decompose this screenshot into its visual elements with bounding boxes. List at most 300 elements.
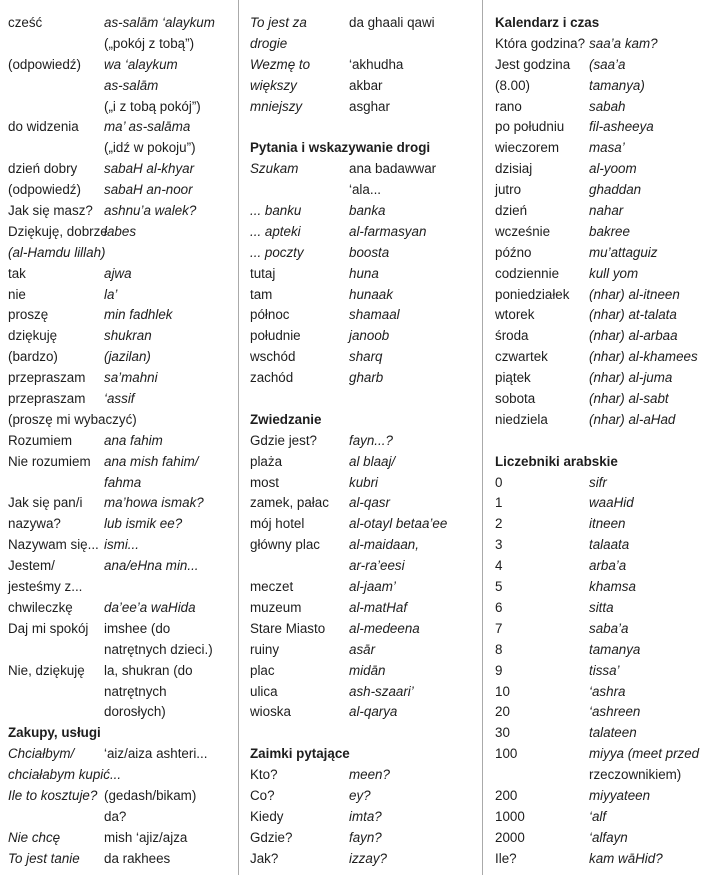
phrase-row xyxy=(495,661,705,682)
phrase-row xyxy=(495,389,705,410)
arabic-transliteration: (nhar) at-talata xyxy=(589,307,677,323)
arabic-transliteration: al-qarya xyxy=(349,704,398,720)
polish-phrase: jutro xyxy=(495,182,522,198)
phrase-list xyxy=(8,744,232,869)
phrase-row xyxy=(495,159,705,180)
phrase-row xyxy=(8,556,232,577)
arabic-transliteration: tamanya) xyxy=(589,77,645,93)
phrase-row xyxy=(250,535,478,556)
column-divider xyxy=(482,0,483,875)
phrase-row xyxy=(250,807,478,828)
phrase-row xyxy=(250,368,478,389)
arabic-transliteration: gharb xyxy=(349,370,384,386)
arabic-transliteration: ‘ashra xyxy=(589,683,626,699)
arabic-transliteration: fayn...? xyxy=(349,432,393,448)
phrase-row xyxy=(8,619,232,640)
arabic-transliteration: sa’mahni xyxy=(104,370,158,386)
arabic-transliteration: (saa’a xyxy=(589,56,626,72)
polish-phrase: 1000 xyxy=(495,808,525,824)
polish-phrase: (bardzo) xyxy=(8,349,58,365)
phrase-row xyxy=(8,702,232,723)
phrase-row xyxy=(250,786,478,807)
arabic-transliteration: (jazilan) xyxy=(104,349,151,365)
phrase-row xyxy=(495,828,705,849)
arabic-transliteration: miyya (meet przed xyxy=(589,746,700,762)
polish-phrase: 20 xyxy=(495,704,510,720)
arabic-transliteration: kull yom xyxy=(589,265,639,281)
phrase-row xyxy=(8,473,232,494)
polish-phrase: Chciałbym/ xyxy=(8,746,75,762)
polish-phrase: Która godzina? xyxy=(495,35,586,51)
polish-phrase: Jak? xyxy=(250,850,279,866)
arabic-transliteration: ar-ra’eesi xyxy=(349,558,405,574)
polish-phrase xyxy=(8,76,104,97)
phrase-row xyxy=(8,452,232,473)
phrase-row xyxy=(495,326,705,347)
polish-phrase: późno xyxy=(495,244,532,260)
arabic-transliteration: kubri xyxy=(349,474,379,490)
phrase-row xyxy=(8,682,232,703)
phrase-row xyxy=(8,97,232,118)
phrase-row xyxy=(250,702,478,723)
arabic-transliteration: da ghaali qawi xyxy=(349,15,435,30)
arabic-transliteration: („pokój z tobą”) xyxy=(104,35,195,51)
phrase-row xyxy=(250,180,478,201)
phrase-row xyxy=(495,514,705,535)
polish-phrase: przepraszam xyxy=(8,370,86,386)
section-heading: Zakupy, usługi xyxy=(8,725,101,741)
phrase-list xyxy=(250,159,478,389)
phrase-row xyxy=(495,410,705,431)
polish-phrase: (odpowiedź) xyxy=(8,182,81,198)
arabic-transliteration: nahar xyxy=(589,203,624,219)
polish-phrase: 10 xyxy=(495,683,510,699)
phrase-row xyxy=(8,326,232,347)
polish-phrase: (8.00) xyxy=(495,77,530,93)
phrase-row xyxy=(8,765,232,786)
phrase-row xyxy=(495,723,705,744)
phrase-row xyxy=(495,577,705,598)
arabic-transliteration: al-qasr xyxy=(349,495,390,511)
phrase-row xyxy=(250,828,478,849)
phrase-row xyxy=(8,828,232,849)
arabic-transliteration: al-otayl betaa’ee xyxy=(349,516,448,532)
polish-phrase xyxy=(8,97,104,118)
polish-phrase: Ile? xyxy=(495,850,517,866)
polish-phrase: ... apteki xyxy=(250,223,301,239)
arabic-transliteration: min fadhlek xyxy=(104,307,173,323)
polish-phrase: Nie rozumiem xyxy=(8,453,91,469)
phrase-list xyxy=(8,13,232,723)
phrase-row xyxy=(250,264,478,285)
polish-phrase: Wezmę to xyxy=(250,56,311,72)
section-heading: Pytania i wskazywanie drogi xyxy=(250,140,431,156)
polish-phrase xyxy=(8,34,104,55)
polish-phrase: dzisiaj xyxy=(495,161,533,177)
polish-phrase: Ile to kosztuje? xyxy=(8,787,98,803)
arabic-transliteration: natrętnych xyxy=(104,683,167,699)
phrase-row xyxy=(8,849,232,870)
polish-phrase: 7 xyxy=(495,620,503,636)
arabic-transliteration: banka xyxy=(349,203,386,219)
arabic-transliteration: fahma xyxy=(104,474,142,490)
arabic-transliteration: fayn? xyxy=(349,829,382,845)
column-2 xyxy=(250,13,478,870)
polish-phrase: Gdzie jest? xyxy=(250,432,317,448)
phrase-row xyxy=(495,34,705,55)
polish-phrase xyxy=(8,640,104,661)
arabic-transliteration: ey? xyxy=(349,787,371,803)
arabic-transliteration: ana fahim xyxy=(104,432,163,448)
polish-phrase: Stare Miasto xyxy=(250,620,326,636)
polish-phrase: To jest za xyxy=(250,15,307,30)
phrase-row xyxy=(250,285,478,306)
arabic-transliteration: ‘ashreen xyxy=(589,704,641,720)
polish-phrase: przepraszam xyxy=(8,391,86,407)
arabic-transliteration: ‘assif xyxy=(104,391,135,407)
arabic-transliteration: masa’ xyxy=(589,140,625,156)
polish-phrase: Kiedy xyxy=(250,808,284,824)
arabic-transliteration: asghar xyxy=(349,98,390,114)
phrase-row xyxy=(250,13,478,34)
phrase-row xyxy=(250,55,478,76)
phrase-row xyxy=(8,389,232,410)
polish-phrase: 200 xyxy=(495,787,518,803)
polish-phrase xyxy=(8,473,104,494)
polish-phrase: (odpowiedź) xyxy=(8,56,81,72)
polish-phrase: północ xyxy=(250,307,290,323)
polish-phrase: dzień dobry xyxy=(8,161,78,177)
polish-phrase xyxy=(250,180,349,201)
arabic-transliteration: („idź w pokoju”) xyxy=(104,140,196,156)
polish-phrase: zachód xyxy=(250,370,294,386)
polish-phrase: do widzenia xyxy=(8,119,79,135)
arabic-transliteration: al-farmasyan xyxy=(349,223,427,239)
arabic-transliteration: ma’ as-salāma xyxy=(104,119,191,135)
polish-phrase: tutaj xyxy=(250,265,276,281)
polish-phrase: wioska xyxy=(250,704,291,720)
polish-phrase: poniedziałek xyxy=(495,286,570,302)
phrase-row xyxy=(8,598,232,619)
phrase-row xyxy=(8,493,232,514)
arabic-transliteration: asār xyxy=(349,641,376,657)
arabic-transliteration: shukran xyxy=(104,328,152,344)
polish-phrase xyxy=(8,682,104,703)
polish-phrase: 5 xyxy=(495,579,503,595)
arabic-transliteration: ‘alfayn xyxy=(589,829,628,845)
phrase-row xyxy=(495,97,705,118)
polish-phrase: 30 xyxy=(495,725,510,741)
phrase-row xyxy=(8,305,232,326)
arabic-transliteration: tissa’ xyxy=(589,662,620,678)
phrase-row xyxy=(8,640,232,661)
phrase-row xyxy=(495,368,705,389)
arabic-transliteration: (nhar) al-juma xyxy=(589,370,673,386)
arabic-transliteration: ‘alf xyxy=(589,808,607,824)
arabic-transliteration: la, shukran (do xyxy=(104,662,193,678)
arabic-transliteration: tamanya xyxy=(589,641,641,657)
phrase-row xyxy=(250,222,478,243)
phrase-row xyxy=(8,201,232,222)
polish-phrase: wcześnie xyxy=(495,223,551,239)
phrase-row xyxy=(250,849,478,870)
arabic-transliteration: ‘aiz/aiza ashteri... xyxy=(104,746,208,762)
phrase-row xyxy=(250,514,478,535)
phrase-row xyxy=(8,807,232,828)
polish-phrase: tam xyxy=(250,286,273,302)
arabic-transliteration: ismi... xyxy=(104,537,139,553)
polish-phrase: 1 xyxy=(495,495,503,511)
polish-phrase: 8 xyxy=(495,641,503,657)
phrase-row xyxy=(495,264,705,285)
polish-phrase: Jak się pan/i xyxy=(8,495,83,511)
polish-phrase: 0 xyxy=(495,474,503,490)
phrase-row xyxy=(250,347,478,368)
arabic-transliteration: rzeczownikiem) xyxy=(589,767,682,783)
arabic-transliteration: dorosłych) xyxy=(104,704,166,720)
phrase-row xyxy=(495,285,705,306)
phrase-row xyxy=(8,222,232,243)
polish-phrase: wieczorem xyxy=(495,140,559,156)
arabic-transliteration: saba’a xyxy=(589,620,629,636)
arabic-transliteration: huna xyxy=(349,265,379,281)
arabic-transliteration: ash-szaari’ xyxy=(349,683,414,699)
phrase-row xyxy=(495,55,705,76)
arabic-transliteration: shamaal xyxy=(349,307,400,323)
arabic-transliteration: ajwa xyxy=(104,265,132,281)
phrase-row xyxy=(250,305,478,326)
polish-phrase: drogie xyxy=(250,35,288,51)
polish-phrase xyxy=(8,702,104,723)
polish-phrase: Gdzie? xyxy=(250,829,293,845)
arabic-transliteration: sifr xyxy=(589,474,607,490)
polish-phrase: mniejszy xyxy=(250,98,303,114)
arabic-transliteration: as-salām ‘alaykum xyxy=(104,15,215,30)
arabic-transliteration: khamsa xyxy=(589,579,636,595)
arabic-transliteration: ma’howa ismak? xyxy=(104,495,204,511)
arabic-transliteration: da rakhees xyxy=(104,850,171,866)
phrase-row xyxy=(8,264,232,285)
polish-phrase: Rozumiem xyxy=(8,432,72,448)
phrase-row xyxy=(8,55,232,76)
phrase-row xyxy=(8,535,232,556)
phrase-row xyxy=(250,765,478,786)
arabic-transliteration: sharq xyxy=(349,349,383,365)
polish-phrase: 2000 xyxy=(495,829,525,845)
polish-phrase: plac xyxy=(250,662,275,678)
arabic-transliteration: al blaaj/ xyxy=(349,453,396,469)
arabic-transliteration: waaHid xyxy=(589,495,634,511)
phrase-list xyxy=(250,13,478,117)
polish-phrase: chwileczkę xyxy=(8,599,73,615)
phrase-row xyxy=(495,243,705,264)
polish-phrase: 100 xyxy=(495,746,518,762)
polish-phrase: Szukam xyxy=(250,161,299,177)
arabic-transliteration: (nhar) al-khamees xyxy=(589,349,698,365)
phrase-row xyxy=(8,577,232,598)
polish-phrase: większy xyxy=(250,77,297,93)
polish-phrase: zamek, pałac xyxy=(250,495,329,511)
phrase-row xyxy=(250,34,478,55)
polish-phrase: muzeum xyxy=(250,599,302,615)
polish-phrase xyxy=(8,807,104,828)
arabic-transliteration: ana badawwar xyxy=(349,161,437,177)
arabic-transliteration: imshee (do xyxy=(104,620,171,636)
phrase-row xyxy=(8,180,232,201)
phrase-row xyxy=(8,159,232,180)
phrase-row xyxy=(8,285,232,306)
polish-phrase: 9 xyxy=(495,662,503,678)
arabic-transliteration: midān xyxy=(349,662,386,678)
arabic-transliteration: fil-asheeya xyxy=(589,119,654,135)
polish-phrase xyxy=(250,556,349,577)
section-heading: Kalendarz i czas xyxy=(495,15,600,30)
phrase-row xyxy=(250,326,478,347)
polish-phrase: To jest tanie xyxy=(8,850,80,866)
phrase-list xyxy=(250,765,478,869)
phrase-row xyxy=(250,661,478,682)
arabic-transliteration: akbar xyxy=(349,77,383,93)
arabic-transliteration: da? xyxy=(104,808,127,824)
polish-phrase: Nazywam się... xyxy=(8,537,99,553)
arabic-transliteration: ashnu’a walek? xyxy=(104,203,197,219)
polish-phrase: ulica xyxy=(250,683,278,699)
arabic-transliteration: sabah xyxy=(589,98,626,114)
phrase-row xyxy=(495,807,705,828)
phrase-row xyxy=(250,243,478,264)
phrase-row xyxy=(495,493,705,514)
phrase-row xyxy=(8,786,232,807)
polish-phrase: chciałabym kupić... xyxy=(8,767,122,783)
polish-phrase: główny plac xyxy=(250,537,320,553)
polish-phrase: ... banku xyxy=(250,203,302,219)
polish-phrase: sobota xyxy=(495,391,536,407)
polish-phrase: Jest godzina xyxy=(495,56,571,72)
section-heading: Zaimki pytające xyxy=(250,746,350,762)
polish-phrase: 6 xyxy=(495,599,503,615)
arabic-transliteration: („i z tobą pokój”) xyxy=(104,98,201,114)
arabic-transliteration: wa ‘alaykum xyxy=(104,56,178,72)
arabic-transliteration: la’ xyxy=(104,286,118,302)
polish-phrase: (proszę mi wybaczyć) xyxy=(8,411,137,427)
phrase-row xyxy=(495,347,705,368)
phrase-row xyxy=(250,556,478,577)
polish-phrase: plaża xyxy=(250,453,283,469)
phrase-row xyxy=(495,765,705,786)
arabic-transliteration: sabaH an-noor xyxy=(104,182,193,198)
column-divider xyxy=(238,0,239,875)
phrase-row xyxy=(495,556,705,577)
arabic-transliteration: as-salām xyxy=(104,77,159,93)
arabic-transliteration: ana/eHna min... xyxy=(104,558,199,574)
phrase-row xyxy=(8,744,232,765)
phrase-row xyxy=(495,138,705,159)
arabic-transliteration: lub ismik ee? xyxy=(104,516,183,532)
phrase-row xyxy=(250,577,478,598)
phrase-row xyxy=(495,473,705,494)
phrase-row xyxy=(8,117,232,138)
arabic-transliteration: talaata xyxy=(589,537,630,553)
phrase-row xyxy=(250,431,478,452)
arabic-transliteration: sitta xyxy=(589,599,614,615)
arabic-transliteration: (nhar) al-itneen xyxy=(589,286,680,302)
phrase-row xyxy=(250,473,478,494)
polish-phrase: ... poczty xyxy=(250,244,304,260)
phrase-row xyxy=(250,493,478,514)
section-heading: Liczebniki arabskie xyxy=(495,453,618,469)
polish-phrase: ruiny xyxy=(250,641,280,657)
arabic-transliteration: al-medeena xyxy=(349,620,420,636)
polish-phrase: mój hotel xyxy=(250,516,305,532)
arabic-transliteration: boosta xyxy=(349,244,390,260)
polish-phrase: proszę xyxy=(8,307,49,323)
phrase-row xyxy=(250,682,478,703)
phrase-row xyxy=(495,535,705,556)
arabic-transliteration: al-matHaf xyxy=(349,599,408,615)
arabic-transliteration: miyyateen xyxy=(589,787,651,803)
polish-phrase: rano xyxy=(495,98,522,114)
polish-phrase: Co? xyxy=(250,787,275,803)
phrase-row xyxy=(250,452,478,473)
phrase-row xyxy=(495,76,705,97)
arabic-transliteration: talateen xyxy=(589,725,637,741)
polish-phrase: codziennie xyxy=(495,265,560,281)
phrase-row xyxy=(250,640,478,661)
phrase-row xyxy=(495,744,705,765)
arabic-transliteration: (gedash/bikam) xyxy=(104,787,197,803)
polish-phrase: dziękuję xyxy=(8,328,58,344)
arabic-transliteration: saa’a kam? xyxy=(589,35,658,51)
polish-phrase: Kto? xyxy=(250,767,278,783)
arabic-transliteration: (nhar) al-arbaa xyxy=(589,328,678,344)
phrase-row xyxy=(250,97,478,118)
arabic-transliteration: ‘ala... xyxy=(349,182,382,198)
arabic-transliteration: al-yoom xyxy=(589,161,637,177)
phrase-row xyxy=(495,180,705,201)
polish-phrase: jesteśmy z... xyxy=(8,579,83,595)
phrase-row xyxy=(250,201,478,222)
polish-phrase: tak xyxy=(8,265,26,281)
phrase-row xyxy=(495,117,705,138)
phrase-row xyxy=(8,138,232,159)
polish-phrase: dzień xyxy=(495,203,528,219)
arabic-transliteration: sabaH al-khyar xyxy=(104,161,195,177)
phrase-row xyxy=(250,76,478,97)
phrase-row xyxy=(495,640,705,661)
polish-phrase: cześć xyxy=(8,15,43,30)
polish-phrase: 3 xyxy=(495,537,503,553)
polish-phrase: meczet xyxy=(250,579,294,595)
phrase-row xyxy=(495,222,705,243)
phrase-list xyxy=(495,473,705,870)
polish-phrase: środa xyxy=(495,328,529,344)
arabic-transliteration: hunaak xyxy=(349,286,393,302)
phrase-row xyxy=(8,34,232,55)
polish-phrase: po południu xyxy=(495,119,565,135)
phrase-row xyxy=(495,682,705,703)
phrase-row xyxy=(495,598,705,619)
phrase-row xyxy=(250,598,478,619)
polish-phrase xyxy=(495,765,589,786)
polish-phrase: południe xyxy=(250,328,301,344)
polish-phrase: wtorek xyxy=(495,307,535,323)
phrase-row xyxy=(495,305,705,326)
arabic-transliteration: mu’attaguiz xyxy=(589,244,658,260)
phrase-row xyxy=(250,159,478,180)
arabic-transliteration: al-jaam’ xyxy=(349,579,396,595)
phrase-list xyxy=(250,431,478,723)
phrase-row xyxy=(8,243,232,264)
